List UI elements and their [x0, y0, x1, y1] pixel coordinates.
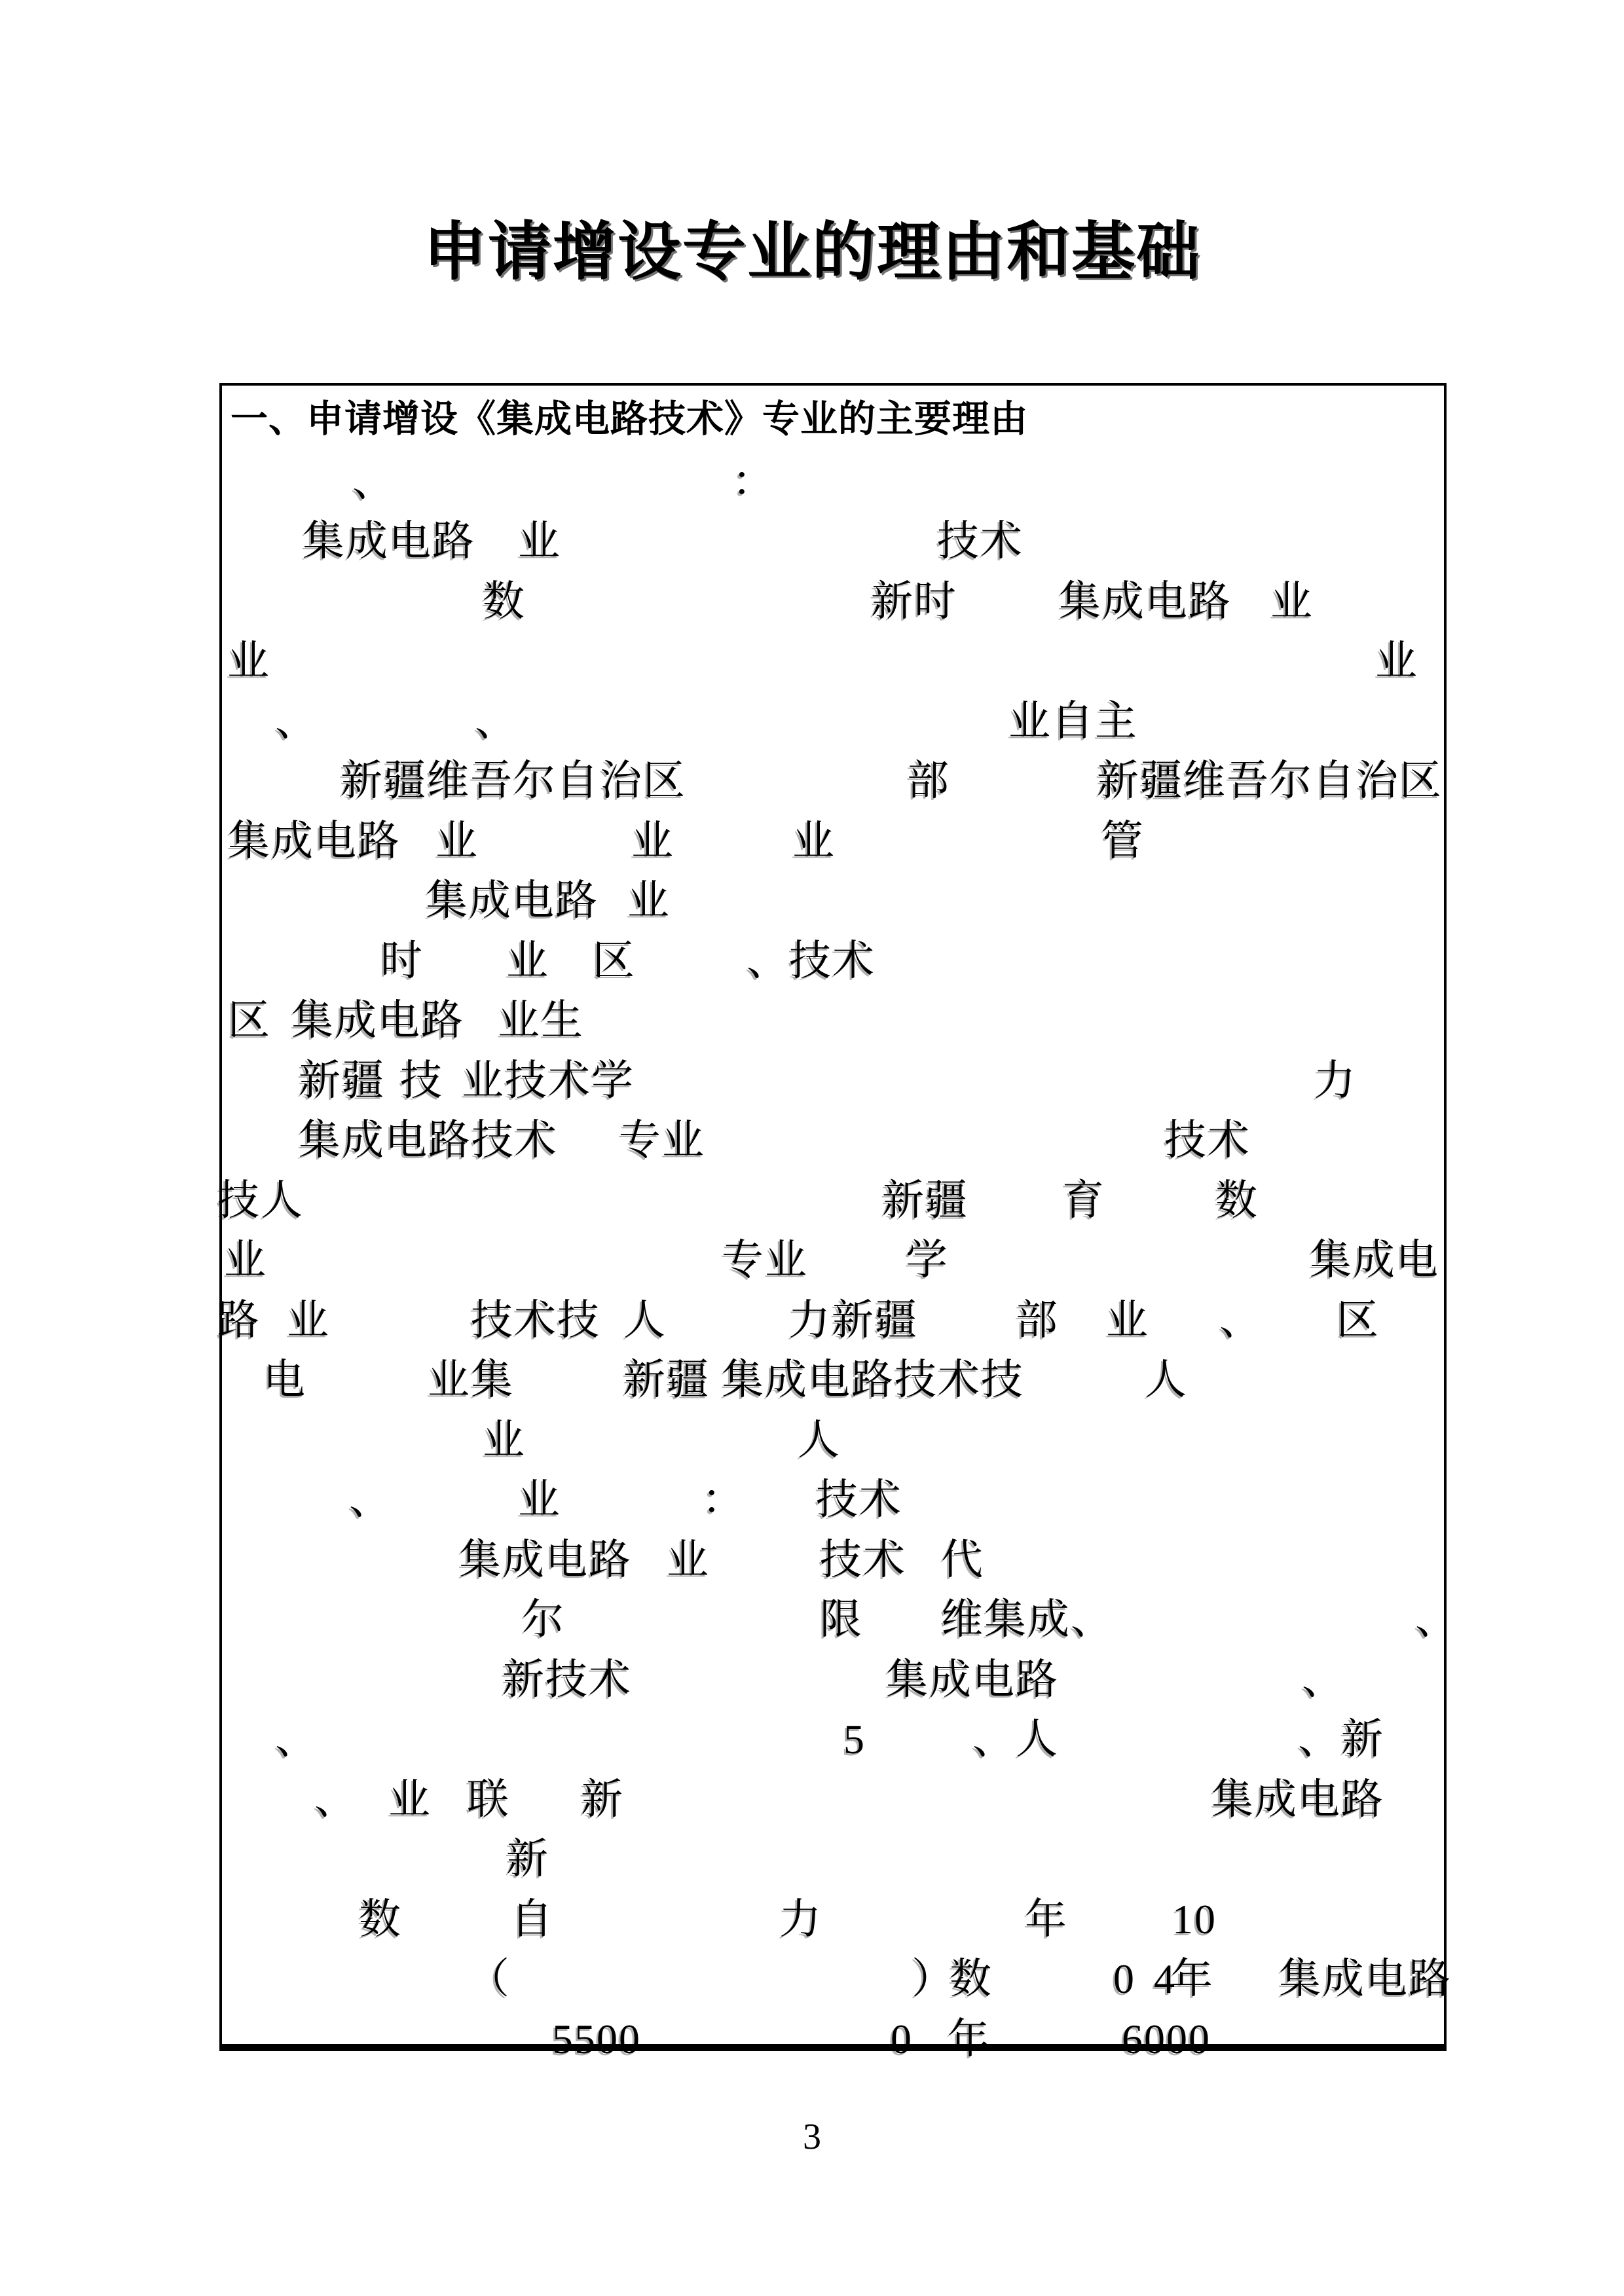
text-segment: 新: [581, 1776, 624, 1823]
body-line: [0, 1117, 1624, 1168]
text-segment: 数: [359, 1896, 402, 1942]
text-segment: 业: [388, 1776, 432, 1823]
body-line: [0, 938, 1624, 989]
text-segment: 育: [1062, 1177, 1105, 1224]
body-line: [0, 1836, 1624, 1887]
page-number: 3: [803, 2117, 821, 2157]
text-segment: 业: [792, 818, 836, 864]
text-segment: 数: [950, 1956, 993, 2002]
text-segment: 力: [1314, 1057, 1357, 1104]
text-segment: 5: [843, 1716, 866, 1762]
text-segment: ：: [732, 458, 775, 505]
text-segment: 新技术: [502, 1656, 632, 1703]
body-line: [0, 1357, 1624, 1408]
text-segment: 业: [224, 1237, 267, 1283]
text-segment: 10: [1172, 1896, 1217, 1942]
text-segment: 业: [435, 818, 479, 864]
text-segment: 管: [1101, 818, 1145, 864]
text-segment: 、: [352, 458, 396, 505]
text-segment: 新疆维吾尔自治区: [1097, 757, 1443, 804]
text-segment: 业: [227, 638, 270, 684]
text-segment: 代: [941, 1537, 984, 1583]
body-line: [0, 1057, 1624, 1108]
text-segment: 集成电路: [426, 877, 599, 924]
text-segment: 集成电路: [1059, 578, 1232, 625]
text-segment: 年: [1025, 1896, 1068, 1942]
text-segment: 限: [820, 1596, 863, 1643]
text-segment: 0: [891, 2016, 913, 2062]
body-line: [0, 518, 1624, 569]
text-segment: 集成电路技术: [299, 1117, 558, 1163]
text-segment: 6000: [1122, 2016, 1211, 2062]
text-segment: 时: [380, 938, 424, 984]
text-segment: 集成电: [1310, 1237, 1439, 1283]
text-segment: 、人: [972, 1716, 1059, 1762]
body-line: [0, 1656, 1624, 1707]
body-line: [0, 1476, 1624, 1527]
body-line: [0, 1537, 1624, 1588]
text-segment: 技术: [820, 1537, 906, 1583]
text-segment: 、: [349, 1476, 392, 1523]
body-line: [0, 877, 1624, 928]
text-segment: ：: [702, 1476, 745, 1523]
text-segment: 业: [1375, 638, 1418, 684]
text-segment: 区: [1337, 1297, 1380, 1343]
body-line: [0, 698, 1624, 749]
text-segment: 技人: [217, 1177, 304, 1224]
text-segment: 区: [593, 938, 636, 984]
text-segment: 维集成、: [941, 1596, 1114, 1643]
body-line: [0, 818, 1624, 869]
text-segment: 集成电路: [1279, 1956, 1452, 2002]
text-segment: 业: [667, 1537, 710, 1583]
text-segment: 、: [1302, 1656, 1345, 1703]
body-line: [0, 578, 1624, 629]
text-segment: 、: [747, 938, 790, 984]
text-segment: 业: [631, 818, 674, 864]
text-segment: 业: [483, 1417, 526, 1463]
text-segment: 新: [506, 1836, 549, 1882]
text-segment: 新疆: [299, 1057, 385, 1104]
text-segment: 业: [506, 938, 549, 984]
text-segment: 集成电路: [228, 818, 401, 864]
text-segment: 新时: [871, 578, 957, 625]
text-segment: （: [468, 1956, 511, 2002]
section-heading: 一、申请增设《集成电路技术》专业的主要理由: [231, 398, 1028, 440]
text-segment: 、新: [1298, 1716, 1384, 1762]
text-segment: 业集: [428, 1357, 514, 1403]
text-segment: 技术: [789, 938, 876, 984]
body-line: [0, 458, 1624, 509]
text-segment: 集成电路: [1211, 1776, 1384, 1823]
text-segment: 人: [1145, 1357, 1188, 1403]
body-line: [0, 638, 1624, 689]
text-segment: 集成电路: [459, 1537, 632, 1583]
text-segment: 集成电路: [291, 997, 464, 1044]
text-segment: 年: [948, 2016, 991, 2062]
text-segment: 数: [483, 578, 526, 625]
text-segment: 尔: [522, 1596, 565, 1643]
page-title: 申请增设专业的理由和基础: [423, 217, 1201, 287]
body-line: [0, 1716, 1624, 1767]
text-segment: 新疆: [882, 1177, 969, 1224]
text-segment: 5500: [552, 2016, 641, 2062]
body-line: [0, 1896, 1624, 1947]
text-segment: 4: [1154, 1956, 1176, 2002]
text-segment: 业生: [498, 997, 584, 1044]
text-segment: 年: [1171, 1956, 1214, 2002]
text-segment: 数: [1215, 1177, 1259, 1224]
text-segment: 力: [779, 1896, 822, 1942]
text-segment: 区: [228, 997, 271, 1044]
text-segment: 业: [1270, 578, 1314, 625]
text-segment: 业: [287, 1297, 330, 1343]
body-line: [0, 1956, 1624, 2007]
text-segment: 人: [798, 1417, 841, 1463]
text-segment: 、: [1415, 1596, 1458, 1643]
text-segment: 、: [275, 698, 318, 744]
text-segment: 力新疆: [788, 1297, 918, 1343]
body-line: [0, 757, 1624, 809]
text-segment: 0: [1113, 1956, 1135, 2002]
text-segment: 、: [475, 698, 518, 744]
text-segment: 技术: [816, 1476, 902, 1523]
text-segment: 业: [627, 877, 671, 924]
text-segment: 业: [518, 518, 561, 564]
text-segment: 集成电路: [303, 518, 475, 564]
text-segment: 技术: [937, 518, 1024, 564]
text-segment: 业技术学: [462, 1057, 635, 1104]
text-segment: 专业: [722, 1237, 808, 1283]
text-segment: 业: [1106, 1297, 1149, 1343]
text-segment: 学: [906, 1237, 949, 1283]
text-segment: 路: [217, 1297, 261, 1343]
text-segment: 集成电路: [886, 1656, 1059, 1703]
text-segment: 部: [1016, 1297, 1059, 1343]
body-line: [0, 1417, 1624, 1468]
body-line: [0, 1776, 1624, 1827]
body-line: [0, 1596, 1624, 1647]
body-line: [0, 1297, 1624, 1348]
text-segment: 新疆维吾尔自治区: [341, 757, 686, 804]
body-line: [0, 1237, 1624, 1288]
text-segment: 联: [467, 1776, 510, 1823]
text-segment: 、: [314, 1776, 358, 1823]
text-segment: 业自主: [1008, 698, 1138, 744]
text-segment: 部: [907, 757, 950, 804]
text-segment: ）: [912, 1956, 955, 2002]
text-segment: 新疆: [623, 1357, 710, 1403]
text-segment: 技术: [1164, 1117, 1251, 1163]
text-segment: 业: [518, 1476, 561, 1523]
text-segment: 技术技: [471, 1297, 600, 1343]
text-segment: 、: [275, 1716, 318, 1762]
body-line: [0, 2016, 1624, 2067]
text-segment: 专业: [619, 1117, 705, 1163]
body-line: [0, 997, 1624, 1048]
text-segment: 技: [400, 1057, 443, 1104]
text-segment: 电: [263, 1357, 306, 1403]
body-line: [0, 1177, 1624, 1228]
text-segment: 自: [511, 1896, 554, 1942]
text-segment: 人: [623, 1297, 667, 1343]
text-segment: 、: [1219, 1297, 1263, 1343]
text-segment: 集成电路技术技: [722, 1357, 1024, 1403]
